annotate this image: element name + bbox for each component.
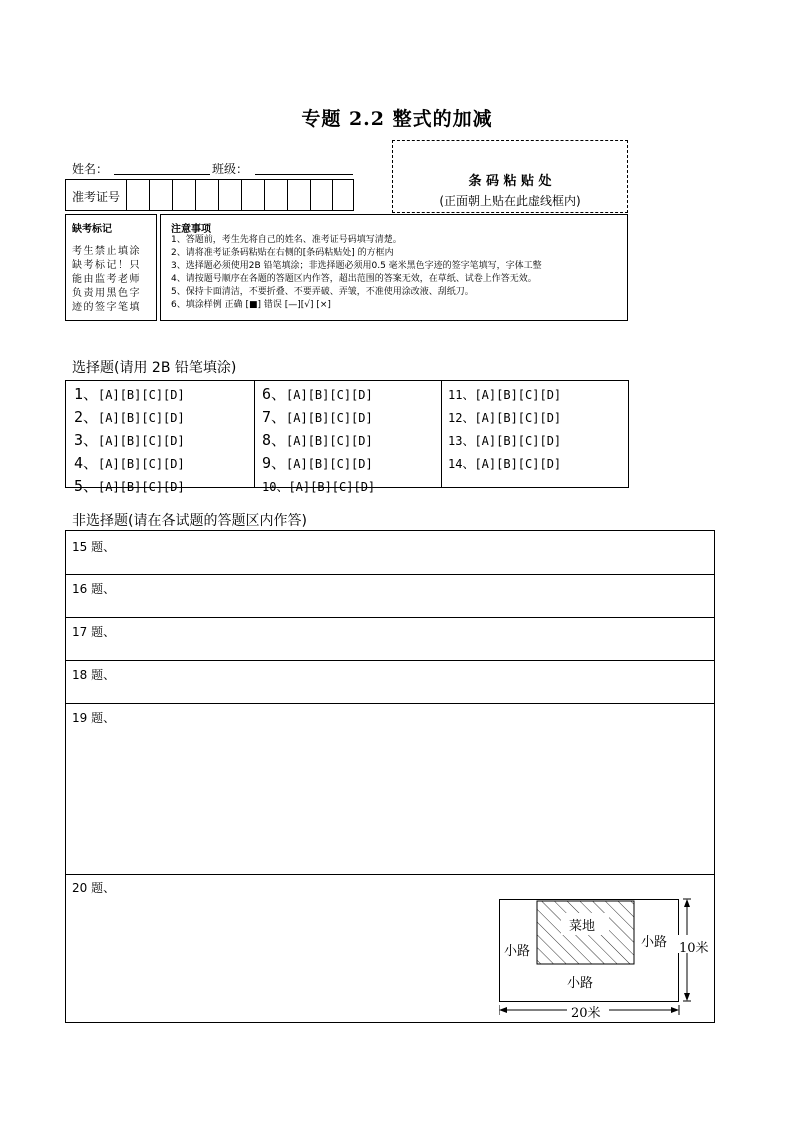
exam-id-cell[interactable] xyxy=(310,180,332,210)
note-item: 2、请将准考证条码粘贴在右侧的[条码粘贴处] 的方框内 xyxy=(171,248,394,258)
question-label: 20 题、 xyxy=(72,881,116,895)
barcode-note: (正面朝上贴在此虚线框内) xyxy=(439,194,581,208)
note-item: 1、答题前，考生先将自己的姓名、准考证号码填写清楚。 xyxy=(171,235,402,245)
name-label: 姓名： xyxy=(72,162,109,176)
notes-title: 注意事项 xyxy=(171,224,211,235)
garden-diagram xyxy=(499,897,715,1023)
choice-heading: 选择题(请用 2B 铅笔填涂) xyxy=(72,360,237,376)
note-item: 6、填涂样例 正确 [■] 错误 [—][√] [×] xyxy=(171,300,331,310)
path-right-label: 小路 xyxy=(641,935,668,950)
note-item: 3、选择题必须使用2B 铅笔填涂；非选择题必须用0.5 毫米黑色字迹的签字笔填写，字体工整 xyxy=(171,261,542,271)
arrow-head xyxy=(684,993,690,1001)
choice-row-14[interactable]: 14、[A][B][C][D] xyxy=(448,457,562,471)
exam-id-cell[interactable] xyxy=(287,180,310,210)
question-label: 17 题、 xyxy=(72,625,116,639)
choice-row-3[interactable]: 3、[A][B][C][D] xyxy=(74,431,185,449)
choice-row-11[interactable]: 11、[A][B][C][D] xyxy=(448,388,562,402)
height-label: 10米 xyxy=(679,941,709,956)
exam-id-cell[interactable] xyxy=(195,180,218,210)
absent-text: 考生禁止填涂缺考标记！只能由监考老师负责用黑色字迹的签字笔填 xyxy=(72,246,141,313)
note-item: 4、请按题号顺序在各题的答题区内作答，超出范围的答案无效，在草纸、试卷上作答无效。 xyxy=(171,274,537,284)
barcode-area xyxy=(392,140,628,213)
answer-box-16[interactable] xyxy=(66,574,714,618)
exam-id-label: 准考证号 xyxy=(72,190,121,204)
answer-box-18[interactable] xyxy=(66,660,714,704)
path-bottom-label: 小路 xyxy=(567,976,594,991)
column-divider xyxy=(254,381,255,487)
answer-box-17[interactable] xyxy=(66,617,714,661)
answer-box-19[interactable] xyxy=(66,703,714,875)
question-label: 16 题、 xyxy=(72,582,116,596)
exam-id-cell[interactable] xyxy=(126,180,140,210)
choice-row-6[interactable]: 6、[A][B][C][D] xyxy=(262,385,373,403)
choice-row-12[interactable]: 12、[A][B][C][D] xyxy=(448,411,562,425)
exam-id-cell[interactable] xyxy=(241,180,264,210)
choice-row-13[interactable]: 13、[A][B][C][D] xyxy=(448,434,562,448)
width-label: 20米 xyxy=(571,1006,601,1021)
arrow-head xyxy=(684,899,690,907)
choice-row-7[interactable]: 7、[A][B][C][D] xyxy=(262,408,373,426)
barcode-title: 条 码 粘 贴 处 xyxy=(468,174,552,189)
page-title: 专题 2.2 整式的加减 xyxy=(301,108,493,130)
choice-row-4[interactable]: 4、[A][B][C][D] xyxy=(74,454,185,472)
exam-id-cell[interactable] xyxy=(264,180,287,210)
column-divider xyxy=(441,381,442,487)
answer-box-15[interactable] xyxy=(66,531,714,575)
notes-list xyxy=(171,234,621,312)
garden-label: 菜地 xyxy=(569,919,596,934)
choice-row-9[interactable]: 9、[A][B][C][D] xyxy=(262,454,373,472)
arrow-head xyxy=(499,1007,507,1013)
question-label: 18 题、 xyxy=(72,668,116,682)
absent-box xyxy=(65,214,157,321)
notes-box xyxy=(160,214,628,321)
exam-id-cell[interactable] xyxy=(218,180,241,210)
nonchoice-heading: 非选择题(请在各试题的答题区内作答) xyxy=(72,513,307,529)
choice-row-1[interactable]: 1、[A][B][C][D] xyxy=(74,385,185,403)
exam-id-cell[interactable] xyxy=(149,180,172,210)
choice-row-10[interactable]: 10、[A][B][C][D] xyxy=(262,480,376,494)
question-label: 19 题、 xyxy=(72,711,116,725)
path-left-label: 小路 xyxy=(504,944,531,959)
note-item: 5、保持卡面清洁，不要折叠、不要弄破、弄皱，不准使用涂改液、刮纸刀。 xyxy=(171,287,474,297)
exam-id-cell[interactable] xyxy=(332,180,354,210)
garden-figure xyxy=(499,897,715,1023)
name-field[interactable] xyxy=(114,160,210,175)
choice-row-8[interactable]: 8、[A][B][C][D] xyxy=(262,431,373,449)
choice-row-5[interactable]: 5、[A][B][C][D] xyxy=(74,477,185,495)
absent-title: 缺考标记 xyxy=(72,224,112,235)
exam-id-grid xyxy=(65,179,354,211)
class-field[interactable] xyxy=(255,160,353,175)
question-label: 15 题、 xyxy=(72,540,116,554)
arrow-head xyxy=(671,1007,679,1013)
choice-row-2[interactable]: 2、[A][B][C][D] xyxy=(74,408,185,426)
class-label: 班级： xyxy=(212,162,249,176)
choice-grid xyxy=(65,380,629,495)
exam-id-cell[interactable] xyxy=(172,180,195,210)
